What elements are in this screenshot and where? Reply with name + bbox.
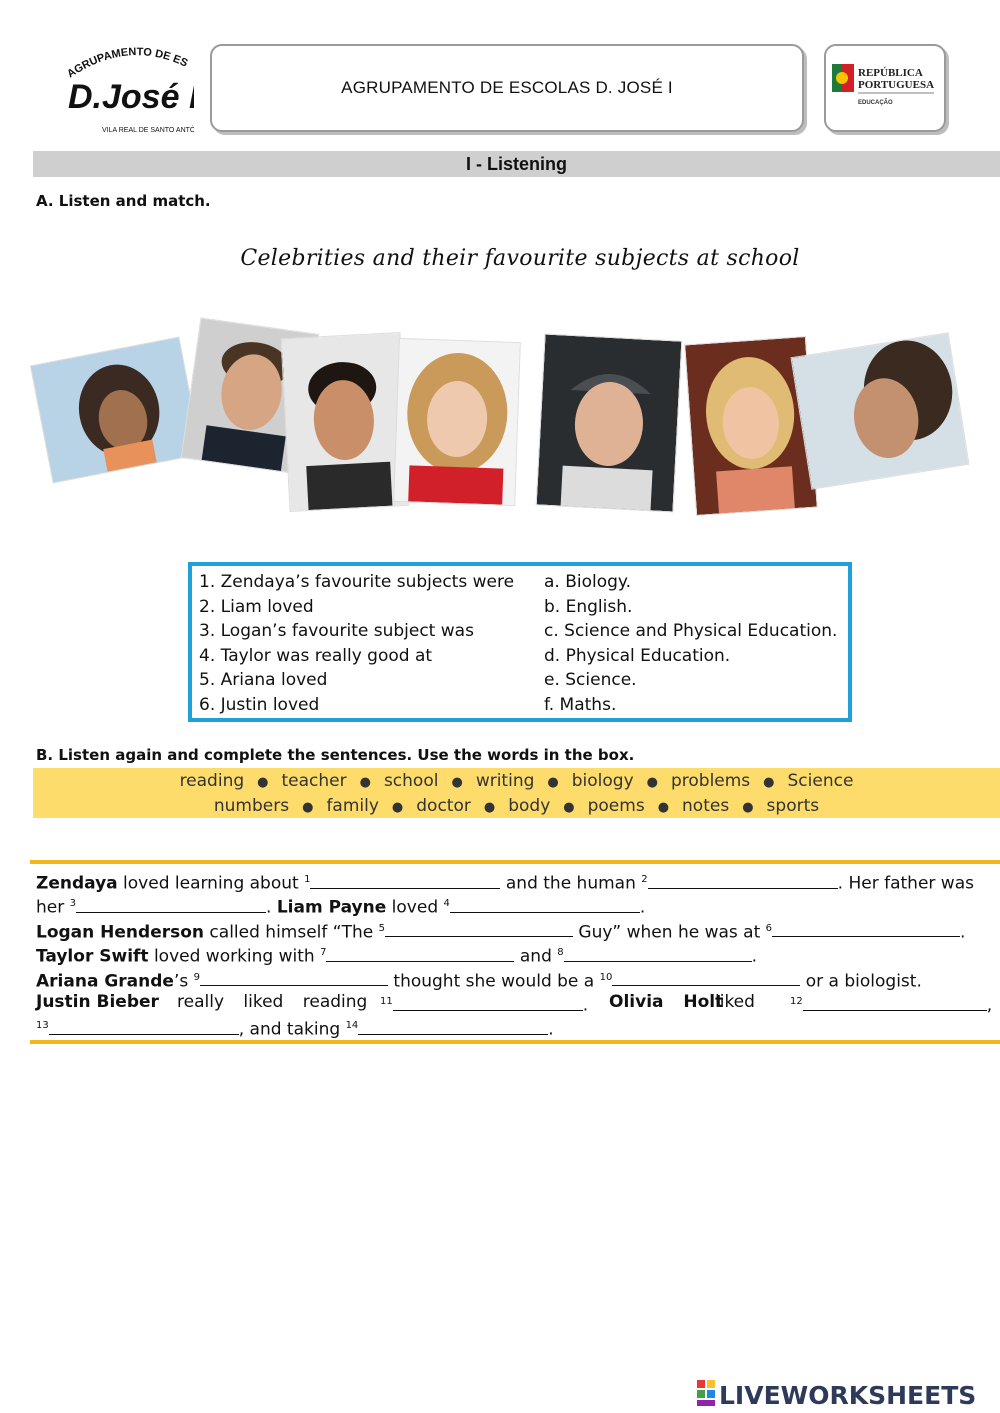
celebrity-name: Justin Bieber — [36, 991, 159, 1012]
word-item: writing — [475, 771, 535, 791]
task-b-heading: B. Listen again and complete the sentences. Use the words in the box. — [36, 746, 635, 764]
word-item: numbers — [213, 796, 290, 816]
bullet-icon: ● — [451, 775, 463, 790]
svg-text:REPÚBLICA: REPÚBLICA — [858, 67, 923, 79]
blank-9[interactable] — [200, 971, 388, 986]
word-item: problems — [670, 771, 751, 791]
task-a-heading: A. Listen and match. — [36, 192, 211, 210]
match-option: a. Biology. — [544, 572, 631, 592]
celebrity-name: Ariana Grande — [36, 971, 174, 992]
word-row — [33, 771, 1000, 791]
word-item: body — [508, 796, 551, 816]
word-item: poems — [587, 796, 645, 816]
svg-text:VILA REAL DE SANTO ANTÓNIO: VILA REAL DE SANTO ANTÓ — [102, 127, 194, 134]
blank-1[interactable] — [310, 874, 500, 889]
match-right-column — [544, 570, 837, 718]
bullet-icon: ● — [257, 775, 269, 790]
sentence-block: Zendaya loved learning about $^1$ and the human $^2$ . Her father was her $^3$ . Liam Payne loved $^4$ . Logan Henderson called himself “The $^5$ Guy” when he was at $^6$ . Taylor Swift loved working with $^7$ and $^8$ . Ariana Grande’s $^9$ thought she would be a $^{10}$ or a biologist. Justin Bieber really liked reading $^{11}$ . Olivia Holt liked $^{12}$ , $^{13}$ , and taking $^{14}$ . — [36, 873, 993, 1040]
bullet-icon: ● — [657, 800, 670, 815]
word-item: teacher — [281, 771, 347, 791]
match-item: 3. Logan’s favourite subject was — [199, 621, 474, 642]
bullet-icon: ● — [742, 800, 754, 815]
word-item: sports — [766, 796, 820, 816]
bullet-icon: ● — [763, 775, 775, 790]
word-item: reading — [179, 771, 245, 791]
word-item: doctor — [416, 796, 471, 816]
celebrity-name: Zendaya — [36, 873, 118, 894]
bullet-icon: ● — [646, 775, 658, 790]
blank-12[interactable] — [803, 996, 987, 1011]
blank-10[interactable] — [612, 971, 800, 986]
celebrity-photo — [393, 338, 521, 506]
match-item: 2. Liam loved — [199, 596, 314, 617]
svg-text:EDUCAÇÃO: EDUCAÇÃO — [858, 100, 893, 106]
blank-11[interactable] — [393, 996, 583, 1011]
divider-top — [30, 860, 1000, 864]
match-left-column — [199, 570, 514, 718]
bullet-icon: ● — [563, 800, 575, 815]
match-item: 4. Taylor was really good at — [199, 645, 433, 666]
bullet-icon: ● — [547, 775, 559, 790]
svg-text:LIVEWORKSHEETS: LIVEWORKSHEETS — [719, 1381, 977, 1408]
school-logo — [62, 44, 194, 136]
bullet-icon: ● — [359, 775, 371, 790]
match-option: d. Physical Education. — [544, 645, 731, 666]
collage-title: Celebrities and their favourite subjects at school — [240, 246, 800, 271]
word-item: notes — [682, 796, 730, 816]
bullet-icon: ● — [483, 800, 496, 815]
match-option: c. Science and Physical Education. — [544, 621, 838, 642]
school-name-box — [210, 44, 804, 132]
blank-8[interactable] — [564, 947, 752, 962]
word-box — [33, 768, 1000, 818]
divider-bottom — [30, 1040, 1000, 1044]
match-item: 6. Justin loved — [199, 694, 320, 715]
blank-13[interactable] — [49, 1020, 239, 1035]
blank-6[interactable] — [772, 922, 960, 937]
celebrity-photo — [30, 337, 202, 484]
celebrity-name: Logan Henderson — [36, 922, 205, 943]
match-option: e. Science. — [544, 670, 637, 691]
word-item: school — [383, 771, 439, 791]
match-item: 1. Zendaya’s favourite subjects were — [199, 572, 515, 592]
school-name: AGRUPAMENTO DE ESCOLAS D. JOSÉ I — [341, 78, 673, 97]
blank-5[interactable] — [385, 922, 573, 937]
match-option: b. English. — [544, 596, 633, 617]
celebrity-photo — [791, 332, 970, 489]
bullet-icon: ● — [302, 800, 314, 815]
word-item: family — [326, 796, 379, 816]
blank-2[interactable] — [648, 874, 838, 889]
match-box — [188, 562, 852, 722]
celebrity-name: Taylor Swift — [36, 946, 149, 967]
svg-text:PORTUGUESA: PORTUGUESA — [858, 79, 935, 91]
celebrity-photo — [536, 334, 683, 513]
republic-logo — [824, 44, 946, 132]
section-title: I - Listening — [33, 151, 1000, 177]
match-option: f. Maths. — [544, 694, 617, 715]
word-item: biology — [571, 771, 634, 791]
bullet-icon: ● — [391, 800, 404, 815]
blank-7[interactable] — [326, 947, 514, 962]
liveworksheets-logo — [695, 1376, 995, 1408]
word-item: Science — [787, 771, 854, 791]
celebrity-name: Liam Payne — [276, 898, 387, 919]
svg-text:D.José I: D.José I — [68, 78, 194, 116]
celebrity-name: Olivia Holt — [609, 991, 724, 1012]
celebrity-photo — [281, 332, 410, 512]
word-row — [33, 796, 1000, 816]
svg-text:AGRUPAMENTO DE ESCOLAS: AGRUPAMENTO DE ES — [65, 46, 190, 81]
blank-14[interactable] — [358, 1020, 548, 1035]
blank-4[interactable] — [450, 898, 640, 913]
match-item: 5. Ariana loved — [199, 670, 328, 691]
blank-3[interactable] — [76, 898, 266, 913]
